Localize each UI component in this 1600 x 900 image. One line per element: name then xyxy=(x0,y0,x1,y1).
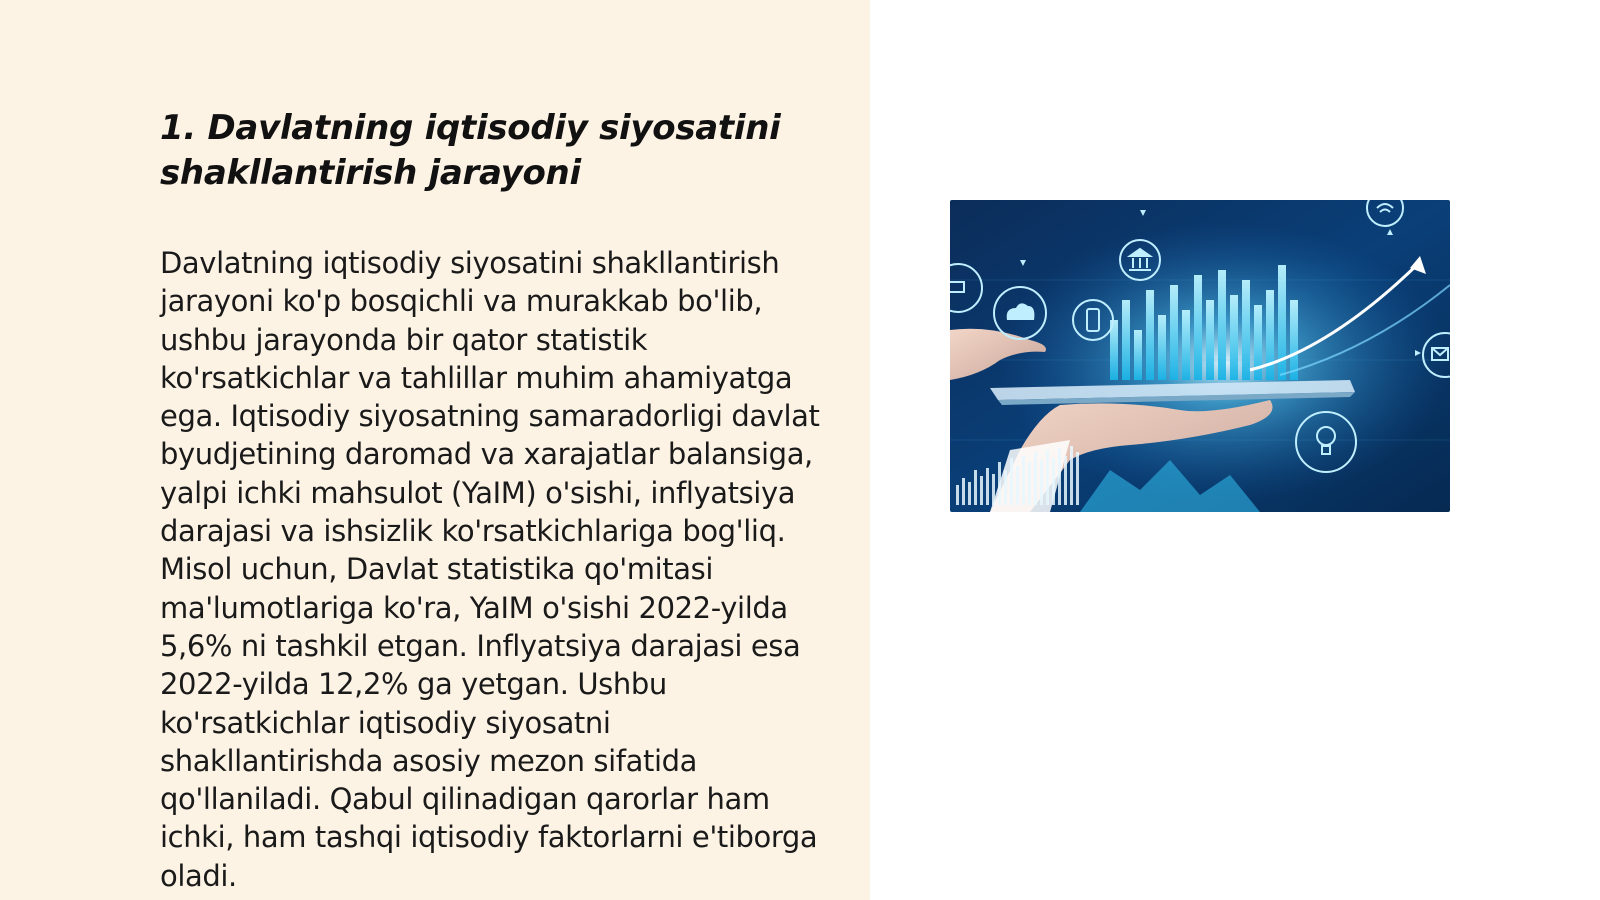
slide-title: 1. Davlatning iqtisodiy siyosatini shakllantirish jarayoni xyxy=(160,108,781,193)
slide-body-text: Davlatning iqtisodiy siyosatini shakllantirish jarayoni ko'p bosqichli va murakkab bo'lib, ushbu jarayonda bir qator statistik ko'rsatkichlar va tahlillar muhim ahamiyatga ega. Iqtisodiy siyosatning samaradorligi davlat byudjetining daromad va xarajatlar balansiga, yalpi ichki mahsulot (YaIM) o'sishi, inflyatsiya darajasi va ishsizlik ko'rsatkichlariga bog'liq. Misol uchun, Davlat statistika qo'mitasi ma'lumotlariga ko'ra, YaIM o'sishi 2022-yilda 5,6% ni tashkil etgan. Inflyatsiya darajasi esa 2022-yilda 12,2% ga yetgan. Ushbu ko'rsatkichlar iqtisodiy siyosatni shakllantirishda asosiy mezon sifatida qo'llaniladi. Qabul qilinadigan qarorlar ham ichki, ham tashqi iqtisodiy faktorlarni e'tiborga oladi. xyxy=(160,246,820,893)
finance-illustration xyxy=(950,200,1450,512)
